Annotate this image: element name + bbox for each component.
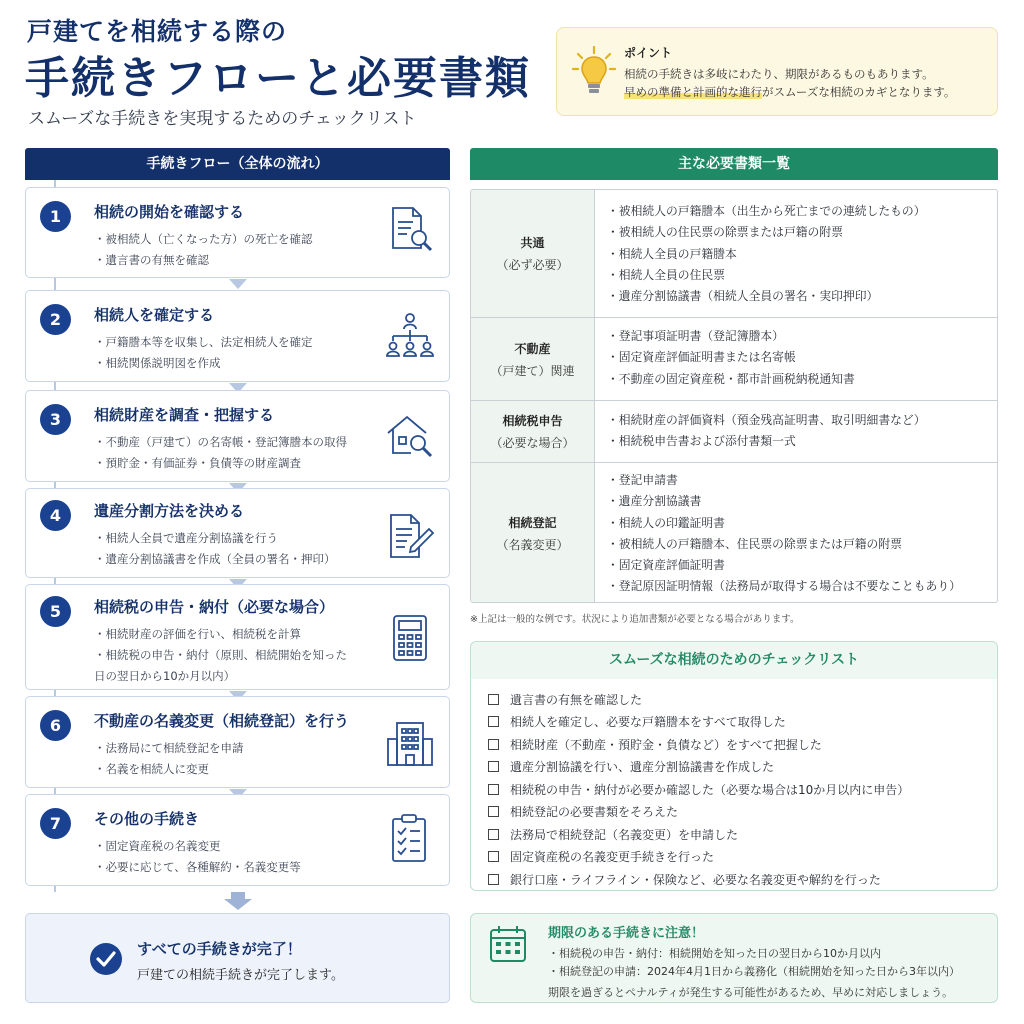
checklist-label: 固定資産税の名義変更手続きを行った [510, 850, 715, 865]
flow-step-5 [25, 584, 450, 690]
calendar-icon [488, 924, 528, 964]
documents-row [471, 401, 997, 463]
completion-box [25, 913, 450, 1003]
step-title: 相続税の申告・納付（必要な場合） [94, 598, 335, 616]
step-bullet: ・法務局にて相続登記を申請 [94, 741, 244, 755]
checklist-label: 法務局で相続登記（名義変更）を申請した [510, 827, 739, 842]
checkbox[interactable] [488, 761, 499, 772]
category-label: 相続税申告 [502, 414, 563, 428]
checklist-item[interactable] [488, 756, 909, 779]
document-item: ・相続財産の評価資料（預金残高証明書、取引明細書など） [607, 413, 926, 427]
document-item: ・登記申請書 [607, 473, 678, 487]
flow-arrow [229, 279, 247, 289]
document-item: ・固定資産評価証明書または名寄帳 [607, 350, 796, 365]
flow-step-1 [25, 187, 450, 278]
step-bullet: ・遺言書の有無を確認 [94, 253, 209, 267]
step-bullets [94, 836, 301, 878]
check-circle-icon [89, 942, 123, 976]
step-bullets [94, 229, 313, 271]
lightbulb-icon [571, 44, 617, 98]
checklist-header: スムーズな相続のためのチェックリスト [471, 642, 997, 679]
flow-step-2 [25, 290, 450, 382]
category-sub: （必要な場合） [490, 436, 575, 450]
step-bullet: ・遺産分割協議書を作成（全員の署名・押印） [94, 552, 336, 566]
page-subtitle: スムーズな手続きを実現するためのチェックリスト [28, 109, 417, 129]
step-number: 7 [40, 808, 71, 839]
step-bullet: ・相続人全員で遺産分割協議を行う [94, 531, 278, 545]
point-text-1: 相続の手続きは多岐にわたり、期限があるものもあります。 [624, 67, 934, 81]
documents-category [471, 190, 595, 317]
documents-header: 主な必要書類一覧 [470, 148, 998, 180]
step-bullet: ・不動産（戸建て）の名寄帳・登記簿謄本の取得 [94, 435, 347, 449]
step-bullet: ・預貯金・有価証券・負債等の財産調査 [94, 456, 301, 470]
deadline-box [470, 913, 998, 1003]
document-item: ・被相続人の戸籍謄本（出生から死亡までの連続したもの） [607, 204, 926, 218]
flow-header: 手続きフロー（全体の流れ） [25, 148, 450, 180]
checklist-item[interactable] [488, 688, 909, 711]
checklist-label: 相続財産（不動産・預貯金・負債など）をすべて把握した [510, 737, 822, 752]
step-bullet: ・相続税の申告・納付（原則、相続開始を知った [94, 648, 347, 662]
document-item: ・被相続人の住民票の除票または戸籍の附票 [607, 225, 843, 240]
house-search-icon [385, 411, 435, 461]
documents-table [470, 189, 998, 603]
step-bullets [94, 432, 347, 474]
category-label: 相続登記 [508, 516, 557, 530]
document-item: ・登記原因証明情報（法務局が取得する場合は不要なこともあり） [607, 579, 961, 594]
document-item: ・遺産分割協議書（相続人全員の署名・実印押印） [607, 289, 879, 304]
document-item: ・固定資産評価証明書 [607, 558, 725, 573]
document-item: ・相続人全員の戸籍謄本 [607, 246, 737, 261]
checklist-label: 相続登記の必要書類をそろえた [510, 805, 679, 820]
checkbox[interactable] [488, 829, 499, 840]
checklist-item[interactable] [488, 846, 909, 869]
step-bullet: ・相続関係説明図を作成 [94, 356, 221, 370]
flow-step-6 [25, 696, 450, 788]
step-bullet: ・名義を相続人に変更 [94, 762, 209, 776]
checkbox[interactable] [488, 739, 499, 750]
step-bullets [94, 528, 336, 570]
documents-items [607, 470, 961, 598]
deadline-item: ・相続登記の申請：2024年4月1日から義務化（相続開始を知った日から3年以内） [548, 965, 960, 978]
checkbox[interactable] [488, 716, 499, 727]
step-bullet: 日の翌日から10か月以内） [94, 669, 236, 683]
documents-row [471, 463, 997, 603]
step-bullet: ・被相続人（亡くなった方）の死亡を確認 [94, 232, 313, 246]
step-bullets [94, 738, 244, 780]
document-item: ・相続税申告書および添付書類一式 [607, 434, 796, 449]
page-title-line1: 戸建てを相続する際の [27, 17, 288, 46]
step-number: 2 [40, 304, 71, 335]
category-label: 不動産 [514, 341, 551, 356]
documents-row [471, 190, 997, 318]
page-title: 手続きフローと必要書類 [25, 53, 531, 104]
step-number: 5 [40, 596, 71, 627]
step-title: 不動産の名義変更（相続登記）を行う [94, 712, 350, 730]
checkbox[interactable] [488, 806, 499, 817]
step-bullet: ・相続財産の評価を行い、相続税を計算 [94, 627, 301, 641]
documents-items [607, 201, 926, 307]
clipboard-check-icon [385, 813, 435, 863]
checklist [470, 641, 998, 891]
point-heading: ポイント [624, 46, 673, 60]
step-number: 6 [40, 710, 71, 741]
calculator-icon [385, 613, 435, 663]
category-sub: （名義変更） [496, 538, 569, 552]
checklist-item[interactable] [488, 868, 909, 891]
flow-step-3 [25, 390, 450, 482]
flow-step-7 [25, 794, 450, 886]
point-box [556, 27, 998, 116]
step-number: 1 [40, 201, 71, 232]
deadline-warning: 期限を過ぎるとペナルティが発生する可能性があるため、早めに対応しましょう。 [548, 986, 954, 999]
document-item: ・相続人全員の住民票 [607, 267, 725, 282]
step-bullets [94, 624, 347, 687]
point-highlight: 早めの準備と計画的な進行 [624, 85, 762, 99]
checkbox[interactable] [488, 874, 499, 885]
step-bullet: ・戸籍謄本等を収集し、法定相続人を確定 [94, 335, 313, 349]
step-bullets [94, 332, 313, 374]
category-sub: （必ず必要） [496, 258, 569, 272]
completion-title: すべての手続きが完了！ [137, 940, 302, 958]
checklist-label: 遺産分割協議を行い、遺産分割協議書を作成した [510, 760, 775, 775]
document-item: ・被相続人の戸籍謄本、住民票の除票または戸籍の附票 [607, 536, 902, 551]
step-title: 相続の開始を確認する [94, 203, 245, 221]
documents-items [607, 326, 855, 390]
flow-final-arrow [224, 892, 252, 910]
document-item: ・相続人の印鑑証明書 [607, 515, 725, 530]
document-item: ・不動産の固定資産税・都市計画税納税通知書 [607, 371, 855, 386]
step-bullet: ・固定資産税の名義変更 [94, 839, 221, 853]
step-title: 相続財産を調査・把握する [94, 406, 275, 424]
category-label: 共通 [520, 236, 545, 250]
document-item: ・遺産分割協議書 [607, 494, 702, 509]
checklist-item[interactable] [488, 778, 909, 801]
documents-note: ※上記は一般的な例です。状況により追加書類が必要となる場合があります。 [470, 614, 800, 625]
step-number: 3 [40, 404, 71, 435]
step-number: 4 [40, 500, 71, 531]
documents-category [471, 401, 595, 462]
step-title: その他の手続き [94, 810, 200, 828]
checkbox[interactable] [488, 694, 499, 705]
point-text-2-rest: がスムーズな相続のカギとなります。 [762, 85, 956, 99]
checklist-label: 相続人を確定し、必要な戸籍謄本をすべて取得した [510, 715, 786, 730]
documents-category [471, 318, 595, 400]
checklist-item[interactable] [488, 801, 909, 824]
checkbox[interactable] [488, 851, 499, 862]
documents-row [471, 318, 997, 401]
checklist-item[interactable] [488, 711, 909, 734]
document-pen-icon [385, 511, 435, 561]
completion-text: 戸建ての相続手続きが完了します。 [137, 968, 344, 983]
document-search-icon [385, 204, 435, 254]
checklist-item[interactable] [488, 823, 909, 846]
document-item: ・登記事項証明書（登記簿謄本） [607, 329, 784, 343]
checkbox[interactable] [488, 784, 499, 795]
family-tree-icon [385, 311, 435, 361]
deadline-title: 期限のある手続きに注意！ [548, 926, 705, 941]
documents-items [607, 410, 926, 453]
flow-step-4 [25, 488, 450, 578]
checklist-item[interactable] [488, 733, 909, 756]
step-bullet: ・必要に応じて、各種解約・名義変更等 [94, 860, 301, 874]
step-title: 相続人を確定する [94, 306, 215, 324]
checklist-items [488, 688, 909, 891]
checklist-label: 銀行口座・ライフライン・保険など、必要な名義変更や解約を行った [510, 872, 881, 887]
point-text-2 [624, 84, 955, 100]
step-title: 遺産分割方法を決める [94, 502, 245, 520]
checklist-label: 遺言書の有無を確認した [510, 692, 643, 707]
building-icon [385, 719, 435, 769]
deadline-item: ・相続税の申告・納付：相続開始を知った日の翌日から10か月以内 [548, 947, 881, 960]
category-sub: （戸建て）関連 [490, 363, 575, 378]
checklist-label: 相続税の申告・納付が必要か確認した（必要な場合は10か月以内に申告） [510, 782, 910, 797]
documents-category [471, 463, 595, 603]
